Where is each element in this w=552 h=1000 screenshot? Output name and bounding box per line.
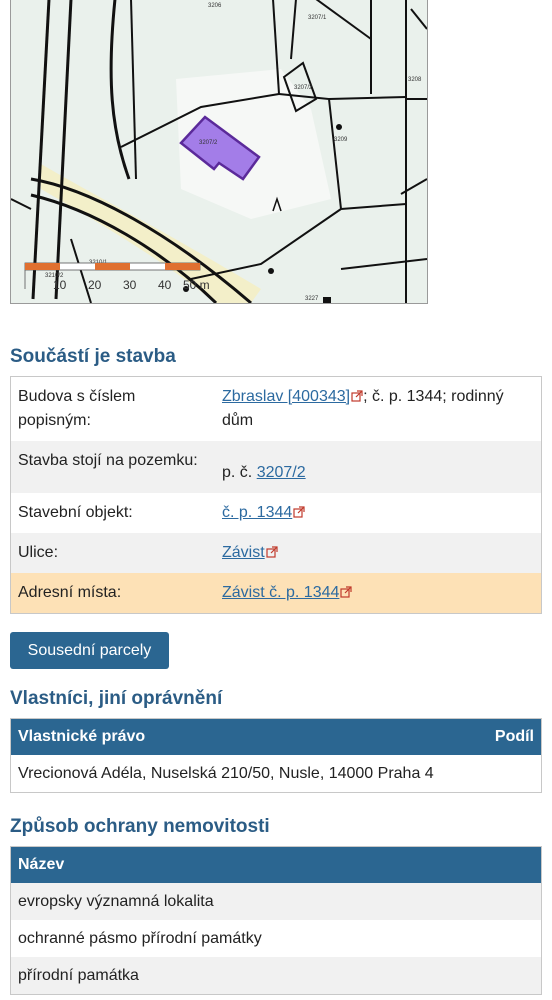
map-label: 3207/1 [308,15,327,21]
parcel-link[interactable]: 3207/2 [256,464,306,481]
map-label: 3227 [305,296,319,302]
table-row [11,755,542,793]
table-row [11,883,542,920]
table-row-highlighted [11,573,542,614]
row-value [215,441,542,493]
row-value [215,573,542,614]
scale-label: 30 [123,278,137,292]
cadastral-area-link[interactable]: Zbraslav [400343] [222,388,351,405]
owners-heading: Vlastníci, jiní oprávnění [10,688,223,709]
row-value [215,493,542,533]
row-label: Stavba stojí na pozemku: [18,452,198,469]
table-row [11,377,542,442]
row-label: Ulice: [18,544,59,561]
column-header: Název [11,847,542,884]
parcel-prefix: p. č. [222,464,257,481]
row-value [215,533,542,573]
building-description: ; č. p. 1344; rodinný dům [222,388,504,429]
scale-label: 40 [158,278,172,292]
row-value [215,377,542,442]
protection-heading: Způsob ochrany nemovitosti [10,816,270,837]
protection-cell: evropsky významná lokalita [11,883,542,920]
column-header: Podíl [396,719,542,756]
table-header [11,847,542,884]
scale-label: 10 [53,278,67,292]
scale-label: 50 m [183,278,210,292]
cadastral-map[interactable] [10,0,428,304]
external-link-icon [266,546,278,558]
scale-label: 20 [88,278,102,292]
external-link-icon [340,586,352,598]
protection-table [10,846,542,995]
map-label: 3210/2 [45,273,64,279]
map-label: 3207/2 [199,140,218,146]
map-label: 3206 [208,3,222,9]
neighbor-parcels-button[interactable]: Sousední parcely [10,632,169,669]
column-header: Vlastnické právo [11,719,396,756]
table-row [11,493,542,533]
map-label: 3209 [334,137,348,143]
building-heading: Součástí je stavba [10,346,176,367]
protection-cell: ochranné pásmo přírodní památky [18,929,262,947]
map-label: 3208 [408,77,422,83]
external-link-icon [351,390,363,402]
table-header [11,719,542,756]
table-row [11,920,542,957]
row-label: Budova s číslem popisným: [18,388,136,429]
address-link[interactable]: Závist č. p. 1344 [222,584,340,601]
table-row [11,533,542,573]
row-label: Stavební objekt: [18,504,133,521]
owners-table [10,718,542,793]
building-object-link[interactable]: č. p. 1344 [222,504,293,521]
external-link-icon [293,506,305,518]
protection-cell: přírodní památka [11,957,542,995]
owner-cell: Vrecionová Adéla, Nuselská 210/50, Nusle, 14000 Praha 4 [18,764,434,782]
map-label: 3207/2 [294,85,313,91]
row-label: Adresní místa: [18,584,122,601]
table-row [11,441,542,493]
table-row [11,957,542,995]
building-table [10,376,542,614]
street-link[interactable]: Závist [222,544,265,561]
